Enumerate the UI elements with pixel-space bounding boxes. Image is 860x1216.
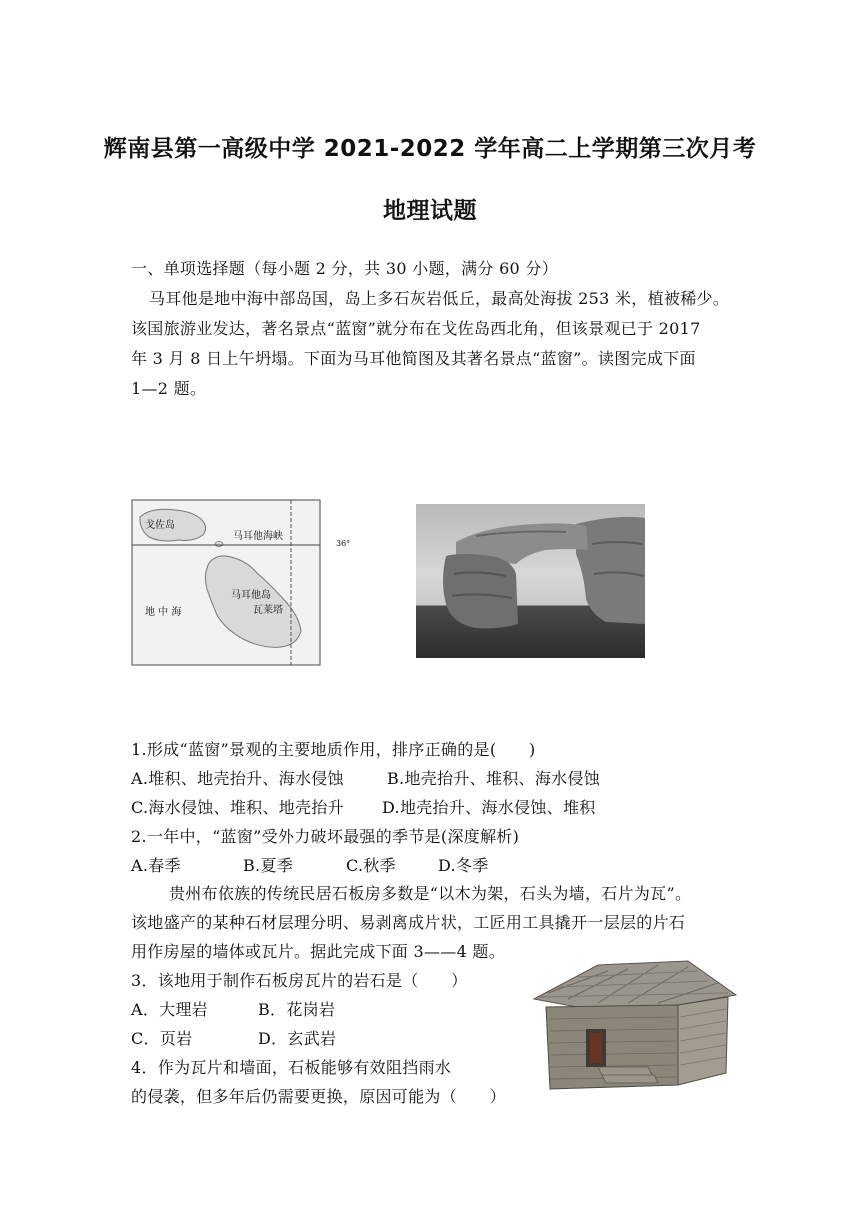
q2-option-b[interactable]: B.夏季 [243, 856, 294, 875]
map-label-latitude: 36° [336, 539, 351, 548]
passage1-line-2: 该国旅游业发达，著名景点“蓝窗”就分布在戈佐岛西北角，但该景观已于 2017 [131, 319, 701, 338]
q1-stem: 1.形成“蓝窗”景观的主要地质作用，排序正确的是( ) [131, 740, 536, 759]
q3-option-b[interactable]: B．花岗岩 [258, 1000, 336, 1019]
passage2-line-3: 用作房屋的墙体或瓦片。据此完成下面 3——4 题。 [131, 942, 506, 961]
q1-option-a[interactable]: A.堆积、地壳抬升、海水侵蚀 [131, 769, 344, 788]
map-label-strait: 马耳他海峡 [233, 531, 283, 542]
q1-option-d[interactable]: D.地壳抬升、海水侵蚀、堆积 [382, 798, 596, 817]
q3-stem: 3．该地用于制作石板房瓦片的岩石是（ ） [131, 971, 468, 990]
q2-option-d[interactable]: D.冬季 [438, 856, 489, 875]
passage2-line-1: 贵州布依族的传统民居石板房多数是“以木为架，石头为墙，石片为瓦”。 [169, 884, 692, 903]
q2-option-a[interactable]: A.春季 [131, 856, 181, 875]
exam-title: 辉南县第一高级中学 2021-2022 学年高二上学期第三次月考 [103, 136, 757, 162]
section-heading: 一、单项选择题（每小题 2 分，共 30 小题，满分 60 分） [131, 259, 559, 278]
q3-option-a[interactable]: A．大理岩 [131, 1000, 209, 1019]
map-label-valletta: 瓦莱塔 [253, 605, 283, 616]
map-label-malta: 马耳他岛 [231, 590, 271, 601]
q4-stem-line-2: 的侵袭，但多年后仍需要更换，原因可能为（ ） [131, 1087, 506, 1106]
malta-map [131, 497, 351, 667]
passage1-line-3: 年 3 月 8 日上午坍塌。下面为马耳他简图及其著名景点“蓝窗”。读图完成下面 [131, 349, 696, 368]
q3-option-c[interactable]: C．页岩 [131, 1029, 193, 1048]
q2-option-c[interactable]: C.秋季 [346, 856, 396, 875]
stone-slab-house-image [528, 957, 740, 1095]
azure-window-photo [416, 504, 645, 658]
q1-option-b[interactable]: B.地壳抬升、堆积、海水侵蚀 [387, 769, 601, 788]
passage1-line-1: 马耳他是地中海中部岛国，岛上多石灰岩低丘，最高处海拔 253 米，植被稀少。 [149, 289, 730, 308]
passage2-line-2: 该地盛产的某种石材层理分明、易剥离成片状，工匠用工具撬开一层层的片石 [131, 913, 686, 932]
map-label-sea: 地 中 海 [145, 607, 182, 618]
q1-option-c[interactable]: C.海水侵蚀、堆积、地壳抬升 [131, 798, 344, 817]
exam-subject-title: 地理试题 [383, 198, 477, 224]
q4-stem-line-1: 4．作为瓦片和墙面，石板能够有效阻挡雨水 [131, 1058, 452, 1077]
map-label-gozo: 戈佐岛 [145, 520, 175, 531]
q3-option-d[interactable]: D．玄武岩 [258, 1029, 337, 1048]
q2-stem: 2.一年中，“蓝窗”受外力破坏最强的季节是(深度解析) [131, 827, 520, 846]
passage1-line-4: 1—2 题。 [131, 379, 207, 398]
